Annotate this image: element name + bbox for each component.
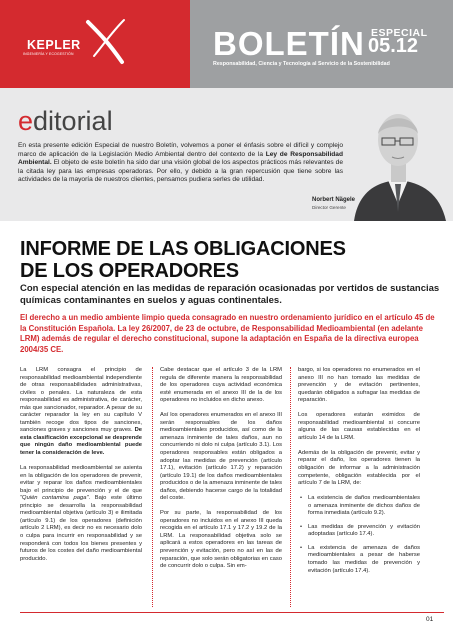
editorial-text-bold: Ley de Responsabilidad Ambiental. <box>18 150 343 167</box>
paragraph: Cabe destacar que el artículo 3 de la LRM regula de diferente manera la responsabilidad de los operadores cuya actividad económica esté enumerada en el anexo III de la de los operadores no incluidos en dicho anexo. <box>160 367 282 404</box>
list-item: • La existencia de amenaza de daños medioambientales a pesar de haberse tomado las medidas de prevención y evitación (artículo 17.4). <box>298 545 420 575</box>
footer-divider <box>20 612 444 613</box>
paragraph-text: La responsabilidad medioambiental se asienta en la obligación de los operadores de prevenir, evitar y reparar los daños medioambientales bajo el principio de prevención y el de que <box>20 465 142 494</box>
director-portrait <box>344 94 453 221</box>
article-column-1 <box>20 367 142 571</box>
special-label: ESPECIAL <box>371 27 428 39</box>
editorial-title-initial: e <box>18 106 34 136</box>
editorial-title-rest: ditorial <box>33 106 113 136</box>
article-title-line: INFORME DE LAS OBLIGACIONES <box>20 238 346 260</box>
editorial-text-part: El objeto de este boletín ha sido dar una visión global de los aspectos prácticos más relevantes de la citada ley para las empresas operadoras. Por ello, y debido a la gran repercusión que tiene sobre las actividades de la mayoría de nuestros clientes, pensamos pudiera serles de utilidad. <box>18 159 343 184</box>
bulletin-title: BOLETÍN <box>213 25 365 62</box>
paragraph-bold: De esta clasificación excepcional se desprende que ningún daño medioambiental puede tener la consideración de leve. <box>20 427 142 457</box>
column-divider <box>152 367 153 607</box>
article-lead: El derecho a un medio ambiente limpio queda consagrado en nuestro ordenamiento jurídico en el artículo 45 de la Constitución Española. La ley 26/2007, de 23 de octubre, de Responsabilidad Medioambiental (en adelante LRM) además de regular el derecho constitucional, supone la adaptación en España de la directiva europea 2004/35 CE. <box>20 313 435 354</box>
kepler-x-logo-icon <box>80 16 130 66</box>
article-column-2 <box>160 367 282 578</box>
paragraph <box>20 367 142 458</box>
article-title <box>20 238 440 282</box>
paragraph <box>20 465 142 563</box>
editorial-title <box>18 108 113 135</box>
paragraph-text: La LRM consagra el principio de responsabilidad medioambiental independiente de otras responsabilidades administrativas, civiles o penales. La naturaleza de esta responsabilidad es administrativa, de carácter, más que sancionador, reparador. A pesar de su carácter reparador la ley en su capítulo V también recoge dos tipos de sanciones, sanciones graves y sanciones muy graves. <box>20 367 142 434</box>
list-item: • La existencia de daños medioambientales o amenaza inminente de dichos daños de forma inmediata (artículo 9.2). <box>298 495 420 518</box>
signature-role: Director Gerente <box>312 205 346 210</box>
editorial-text <box>18 142 343 185</box>
editorial-text-part: En esta presente edición Especial de nuestro Boletín, volvemos a poner el énfasis sobre el difícil y complejo marco de aplicación de la Legislación Medio Ambiental dentro del contexto de la <box>18 142 343 158</box>
article-subtitle: Con especial atención en las medidas de reparación ocasionadas por vertidos de sustancias químicas contaminantes en suelos y aguas continentales. <box>20 283 440 306</box>
issue-number: 05.12 <box>368 35 419 57</box>
paragraph-text: . Bajo este último principio se desarrolla la responsabilidad medioambiental objetiva (artículo 3) e ilimitada (artículo 9.1) de los operadores (definición artículo 2 LRM), es decir no es necesario dolo o culpa para incurrir en responsabilidad y se responderá con todos los bienes presentes y futuros de los costes del daño medioambiental producido. <box>20 495 142 562</box>
paragraph-italic: "Quién contamina paga" <box>20 495 89 502</box>
list-item: • Las medidas de prevención y evitación adoptadas (artículo 17.4). <box>298 524 420 539</box>
paragraph: Por su parte, la responsabilidad de los operadores no incluidos en el anexo III queda recogida en el artículo 17.1 y 17.2 y 19.2 de la LRM. La responsabilidad objetiva solo se aplicará a estos operadores en las tareas de prevención y evitación, pero no así en las de reparación, que solo serán obligatorias en caso de concurrir dolo o culpa. Sin em- <box>160 510 282 570</box>
paragraph: Así los operadores enumerados en el anexo III serán responsables de los daños medioambientales producidos, así como de la amenaza inminente de tales daños, aun no concurriendo ni dolo ni culpa (artículo 3.1). Los operadores responsables están obligados a adoptar las medidas de prevención (artículo 17.1), evitación (artículo 17.2) y reparación (artículo 19.1) de los daños medioambientales producidos o de la amenaza inminente de tales daños, debiendo hacerse cargo de la totalidad del coste. <box>160 412 282 502</box>
article-title-line: DE LOS OPERADORES <box>20 260 239 282</box>
header-tagline: Responsabilidad, Ciencia y Tecnología al Servicio de la Sostenibilidad <box>213 61 390 67</box>
logo-tagline: INGENIERÍA Y ECOGESTIÓN <box>23 52 74 56</box>
logo-name: KEPLER <box>27 38 81 52</box>
column-divider <box>290 367 291 607</box>
signature-name: Norbert Nägele <box>312 197 356 203</box>
paragraph: bargo, si los operadores no enumerados en el anexo III no han tomado las medidas de prevención y de evitación pertinentes, quedarán obligados a sufragar las medidas de reparación. <box>298 367 420 404</box>
article-column-3 <box>298 367 420 581</box>
paragraph: Además de la obligación de prevenir, evitar y reparar el daño, los operadores tienen la obligación de informar a la administración competente, obligación establecida por el artículo 7 de la LRM, de: <box>298 449 420 487</box>
paragraph: Los operadores estarán eximidos de responsabilidad medioambiental si concurre alguna de las causas establecidas en el artículo 14 de la LRM. <box>298 412 420 441</box>
page-number: 01 <box>426 616 434 623</box>
